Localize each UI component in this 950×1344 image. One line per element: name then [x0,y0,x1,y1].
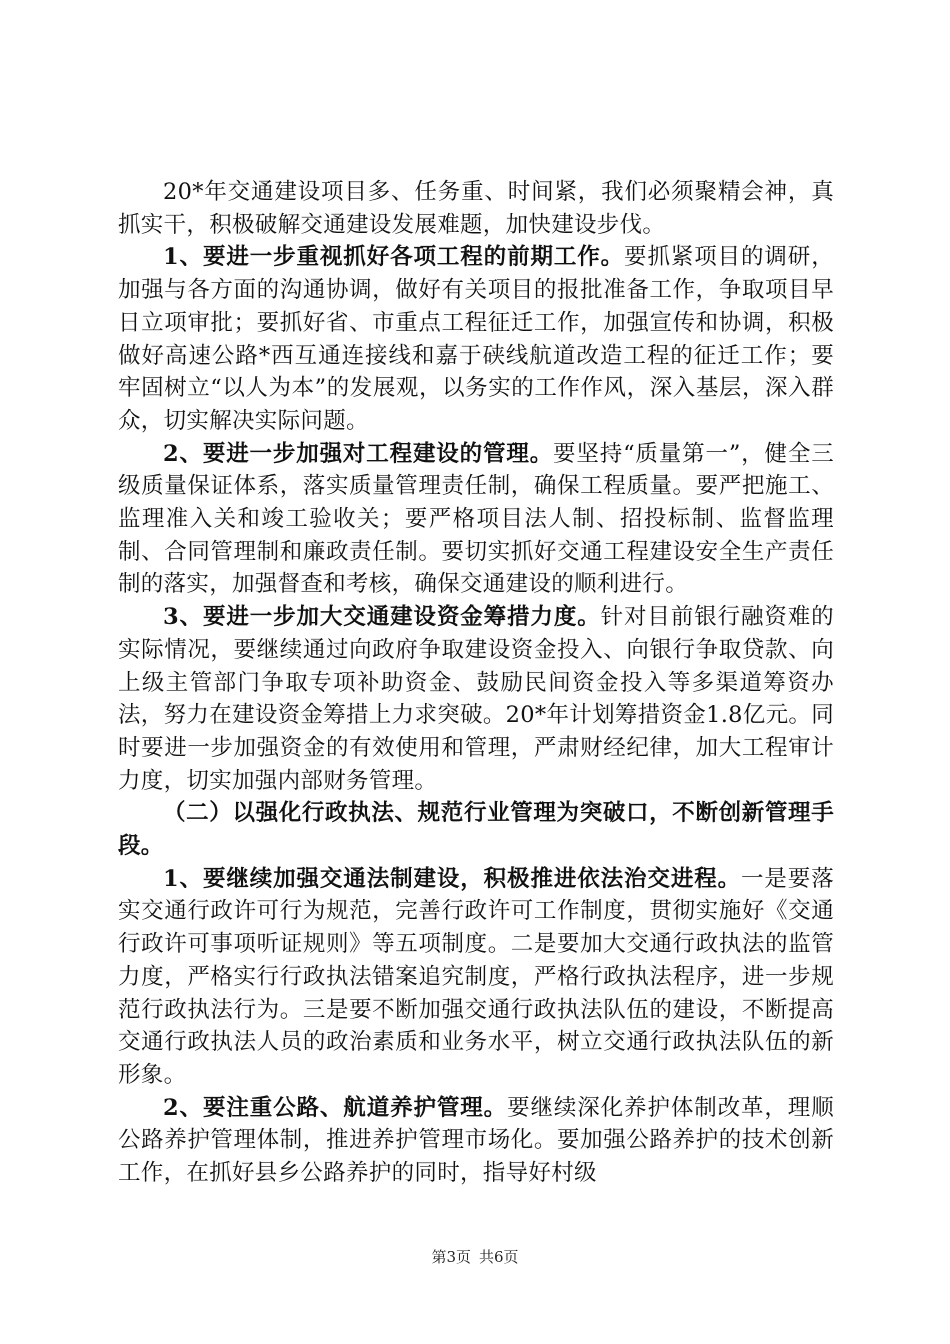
paragraph-text: 一是要落实交通行政许可行为规范，完善行政许可工作制度，贯彻实施好《交通行政许可事项听证规则》等五项制度。二是要加大交通行政执法的监管力度，严格实行行政执法错案追究制度，严格行政执法程序，进一步规范行政执法行为。三是要不断加强交通行政执法队伍的建设，不断提高交通行政执法人员的政治素质和业务水平，树立交通行政执法队伍的新形象。 [118,865,834,1088]
paragraph-text: 要继续深化养护体制改革，理顺公路养护管理体制，推进养护管理市场化。要加强公路养护的技术创新工作，在抓好县乡公路养护的同时，指导好村级 [118,1094,835,1187]
section-2-paragraph [118,438,834,602]
subsection-2-paragraph [118,1092,834,1190]
subsection-1-paragraph [118,863,834,1092]
paragraph-text: 针对目前银行融资难的实际情况，要继续通过向政府争取建设资金投入、向银行争取贷款、向上级主管部门争取专项补助资金、鼓励民间资金投入等多渠道筹资办法，努力在建设资金筹措上力求突破。20*年计划筹措资金1.8亿元。同时要进一步加强资金的有效使用和管理，严肃财经纪律，加大工程审计力度，切实加强内部财务管理。 [118,604,834,794]
paragraph-lead: 1、要进一步重视抓好各项工程的前期工作。 [163,244,625,271]
paragraph-lead: 1、要继续加强交通法制建设，积极推进依法治交进程。 [163,865,742,892]
paragraph-text: 要坚持“质量第一”，健全三级质量保证体系，落实质量管理责任制，确保工程质量。要严把施工、监理准入关和竣工验收关；要严格项目法人制、招投标制、监督监理制、合同管理制和廉政责任制。要切实抓好交通工程建设安全生产责任制的落实，加强督查和考核，确保交通建设的顺利进行。 [118,440,835,598]
paragraph-text: 20*年交通建设项目多、任务重、时间紧，我们必须聚精会神，真抓实干，积极破解交通建设发展难题，加快建设步伐。 [118,179,834,238]
page-footer [0,1246,950,1267]
section-3-paragraph [118,601,834,797]
page-total: 共6页 [479,1248,519,1266]
section-heading: （二）以强化行政执法、规范行业管理为突破口，不断创新管理手段。 [118,800,834,860]
section-1-paragraph [118,241,834,437]
paragraph-lead: 3、要进一步加大交通建设资金筹措力度。 [163,604,601,631]
intro-paragraph [118,176,834,241]
paragraph-text: 要抓紧项目的调研，加强与各方面的沟通协调，做好有关项目的报批准备工作，争取项目早日立项审批；要抓好省、市重点工程征迁工作，加强宣传和协调，积极做好高速公路*西互通连接线和嘉于硖线航道改造工程的征迁工作；要牢固树立“以人为本”的发展观，以务实的工作作风，深入基层，深入群众，切实解决实际问题。 [118,244,835,434]
paragraph-lead: 2、要注重公路、航道养护管理。 [163,1094,508,1121]
document-body [118,176,834,1190]
page-number: 第3页 [431,1248,471,1266]
paragraph-lead: 2、要进一步加强对工程建设的管理。 [163,440,554,467]
